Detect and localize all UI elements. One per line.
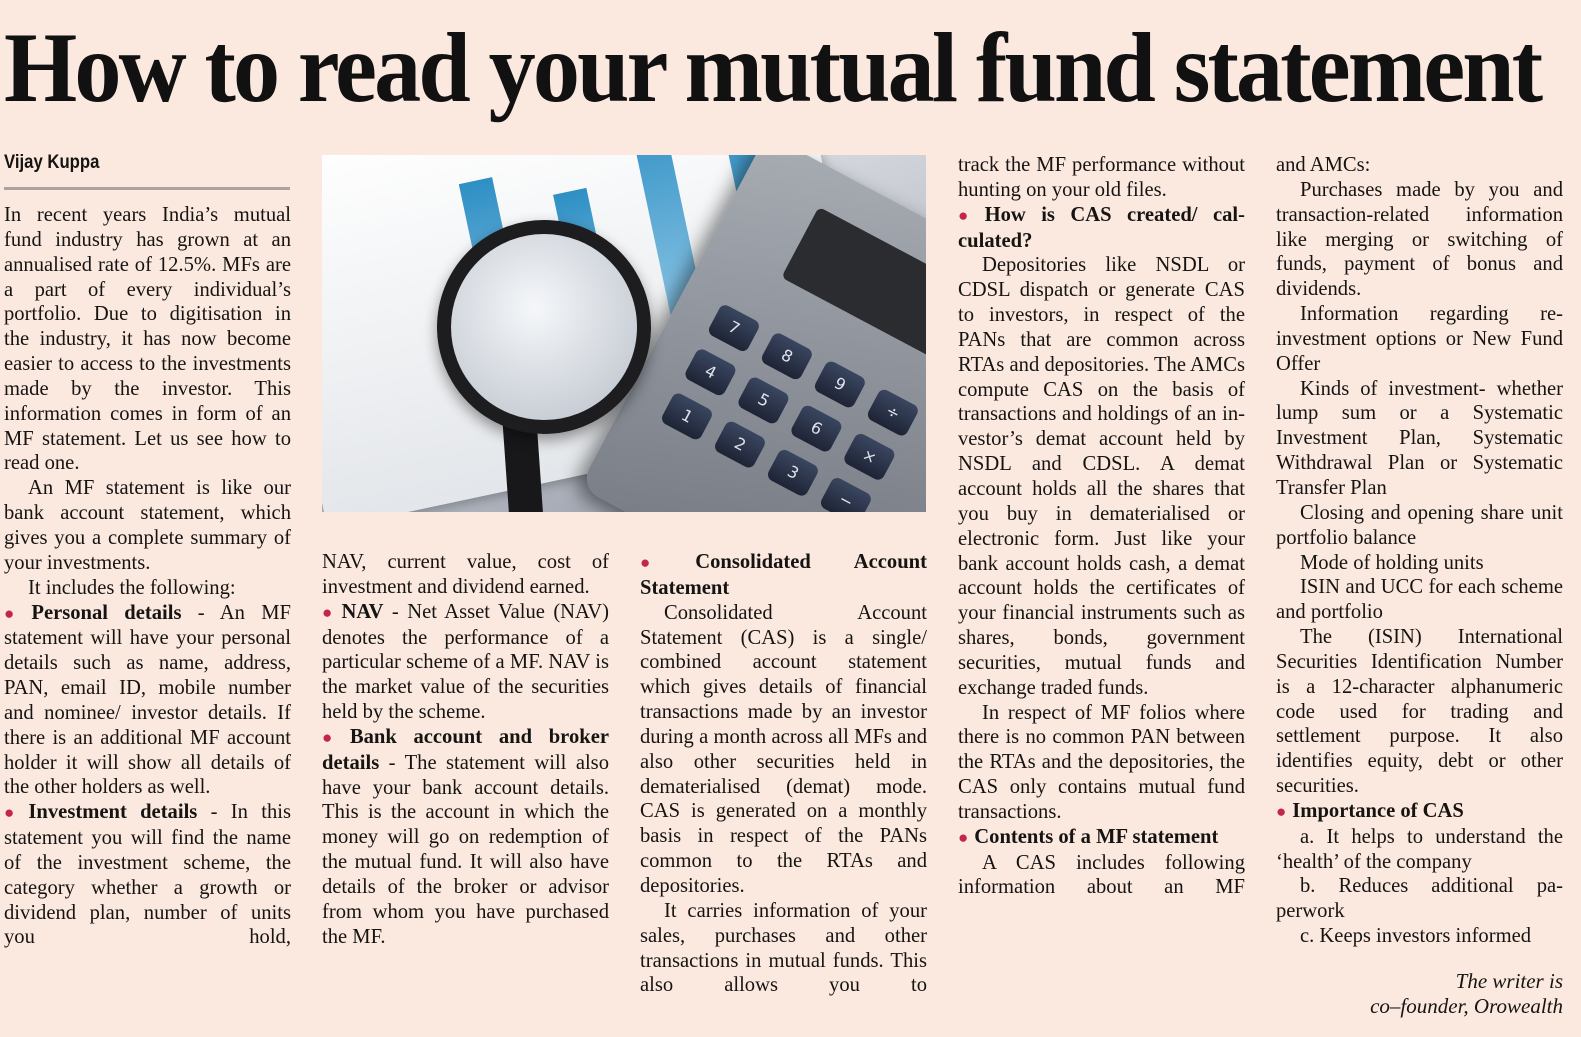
- section-heading: Importance of CAS: [1292, 799, 1464, 822]
- article-column-1: [4, 203, 291, 950]
- bulleted-paragraph: [958, 825, 1245, 851]
- bulleted-paragraph: [958, 203, 1245, 254]
- credit-line: The writer is: [1455, 969, 1563, 993]
- paragraph: [640, 601, 927, 899]
- paragraph: [1276, 153, 1563, 178]
- paragraph: [958, 153, 1245, 203]
- bulleted-paragraph: [4, 601, 291, 801]
- bulleted-paragraph: [4, 800, 291, 950]
- paragraph-text: An MF statement is like our bank account statement, which gives you a complete summary of your investments.: [4, 477, 291, 574]
- bullet-icon: ●: [958, 827, 969, 847]
- paragraph: [1276, 178, 1563, 302]
- bulleted-paragraph: [640, 550, 927, 601]
- bulleted-paragraph: [322, 600, 609, 725]
- calculator-icon: 7 8 9 ÷ 4 5 6 × 1 2 3 −: [579, 155, 926, 512]
- paragraph-text: and AMCs:: [1276, 154, 1371, 176]
- paragraph: [1276, 377, 1563, 501]
- paragraph: [640, 899, 927, 998]
- byline: Vijay Kuppa: [4, 152, 100, 173]
- paragraph-text: Mode of holding units: [1300, 551, 1484, 574]
- author-credit: [1370, 969, 1563, 1019]
- paragraph-text: - The statement will also have your bank account details. This is the account in which the money will go on redemption of the mutual fund. It will also have details of the broker or advisor from whom you have purchased the MF.: [322, 751, 609, 948]
- paragraph-text: a. It helps to understand the ‘health’ of the company: [1276, 825, 1563, 873]
- paragraph: [1276, 501, 1563, 551]
- bullet-icon: ●: [1276, 801, 1287, 821]
- paragraph: [4, 476, 291, 575]
- article-column-2: [322, 550, 609, 950]
- article-photo: [322, 155, 926, 512]
- paragraph-text: - Net Asset Value (NAV) denotes the performance of a particular scheme of a MF. NAV is the market value of the securities held by the scheme.: [322, 600, 609, 724]
- section-heading: Investment details: [28, 801, 198, 824]
- paragraph-text: It carries information of your sales, purchases and other transactions in mutual funds. This also allows you to: [640, 899, 927, 997]
- section-heading: Consolidated Account Statement: [640, 551, 927, 599]
- paragraph: [322, 550, 609, 600]
- paragraph: [958, 253, 1245, 700]
- section-heading: NAV: [341, 600, 384, 623]
- bullet-icon: ●: [322, 602, 336, 622]
- paragraph-text: In recent years India’s mutual fund industry has grown at an annualised rate of 12.5%. MFs are a part of every individual’s portfolio. Due to digitisation in the industry, it has now become easier to access to the investments made by the investor. This information comes in form of an MF statement. Let us see how to read one.: [4, 204, 291, 475]
- section-heading: Personal details: [31, 601, 182, 624]
- paragraph: [1276, 825, 1563, 875]
- paragraph-text: Information regarding reinvestment options or New Fund Offer: [1276, 303, 1563, 375]
- paragraph: [4, 576, 291, 601]
- paragraph-text: ISIN and UCC for each scheme and portfolio: [1276, 576, 1563, 624]
- paragraph: [1276, 551, 1563, 576]
- paragraph-text: In respect of MF folios where there is no common PAN between the RTAs and the depositories, the CAS only contains mutual fund transactions.: [958, 701, 1245, 823]
- headline: How to read your mutual fund statement: [4, 12, 1541, 123]
- paragraph-text: Consolidated Account Statement (CAS) is a single/ combined account statement which gives details of financial transactions made by an investor during a month across all MFs and also other securities held in dematerialised (demat) mode. CAS is generated on a monthly basis in respect of the PANs common to the RTAs and depositories.: [640, 601, 927, 897]
- bullet-icon: ●: [4, 603, 26, 623]
- paragraph-text: track the MF performance without hunting on your old files.: [958, 154, 1245, 201]
- bulleted-paragraph: [322, 725, 609, 950]
- article-column-4: [958, 153, 1245, 900]
- paragraph-text: Depositories like NSDL or CDSL dispatch or generate CAS to investors, in respect of the PANs that are common across RTAs and depositories. The AMCs compute CAS on the basis of transactions and holdings of an investor’s demat account held by NSDL and CDSL. A demat account holds all the shares that you buy in dematerialised or electronic form. Just like your bank account holds cash, a demat account holds the certificates of your financial instruments such as shares, bonds, government securities, mutual funds and exchange traded funds.: [958, 254, 1245, 699]
- paragraph-text: NAV, current value, cost of investment and dividend earned.: [322, 551, 609, 598]
- paragraph: [958, 701, 1245, 825]
- credit-line: co–founder, Orowealth: [1370, 994, 1563, 1018]
- paragraph-text: It includes the following:: [28, 576, 236, 599]
- paragraph: [4, 203, 291, 476]
- bullet-icon: ●: [322, 727, 344, 747]
- magnifying-glass-icon: [437, 220, 651, 434]
- byline-rule: [4, 187, 290, 190]
- paragraph-text: Kinds of investment- whether lump sum or a Systematic Investment Plan, Systematic Withdrawal Plan or Systematic Transfer Plan: [1276, 377, 1563, 499]
- section-heading: Bank account and broker details: [322, 725, 609, 774]
- paragraph-text: A CAS includes following information about an MF: [958, 851, 1245, 899]
- paragraph-text: The (ISIN) International Securities Identification Number is a 12-character alphanumeric code used for trading and settlement purpose. It also identifies equity, debt or other securities.: [1276, 626, 1563, 798]
- paragraph-text: - An MF statement will have your personal details such as name, address, PAN, email ID, mobile number and nominee/ investor details. If there is an additional MF account holder it will show all details of the other holders as well.: [4, 601, 291, 799]
- paragraph-text: c. Keeps investors informed: [1300, 925, 1532, 948]
- article-column-3: [640, 550, 927, 998]
- paragraph: [1276, 924, 1563, 949]
- paragraph-text: - In this statement you will find the name of the investment scheme, the category whether a growth or dividend plan, number of units you hold,: [4, 801, 291, 949]
- paragraph: [1276, 874, 1563, 924]
- paragraph-text: Closing and opening share unit portfolio balance: [1276, 501, 1563, 549]
- bulleted-paragraph: [1276, 799, 1563, 825]
- paragraph-text: Purchases made by you and transaction-related information like merging or switching of funds, payment of bonus and dividends.: [1276, 178, 1563, 301]
- section-heading: How is CAS created/ calculated?: [958, 203, 1245, 252]
- paragraph-text: b. Reduces additional paperwork: [1276, 875, 1563, 923]
- paragraph: [1276, 625, 1563, 799]
- paragraph: [1276, 302, 1563, 377]
- bullet-icon: ●: [640, 553, 690, 572]
- article-column-5: [1276, 153, 1563, 949]
- section-heading: Contents of a MF statement: [974, 825, 1219, 848]
- paragraph: [958, 851, 1245, 901]
- bullet-icon: ●: [958, 205, 979, 225]
- bullet-icon: ●: [4, 803, 23, 823]
- paragraph: [1276, 575, 1563, 625]
